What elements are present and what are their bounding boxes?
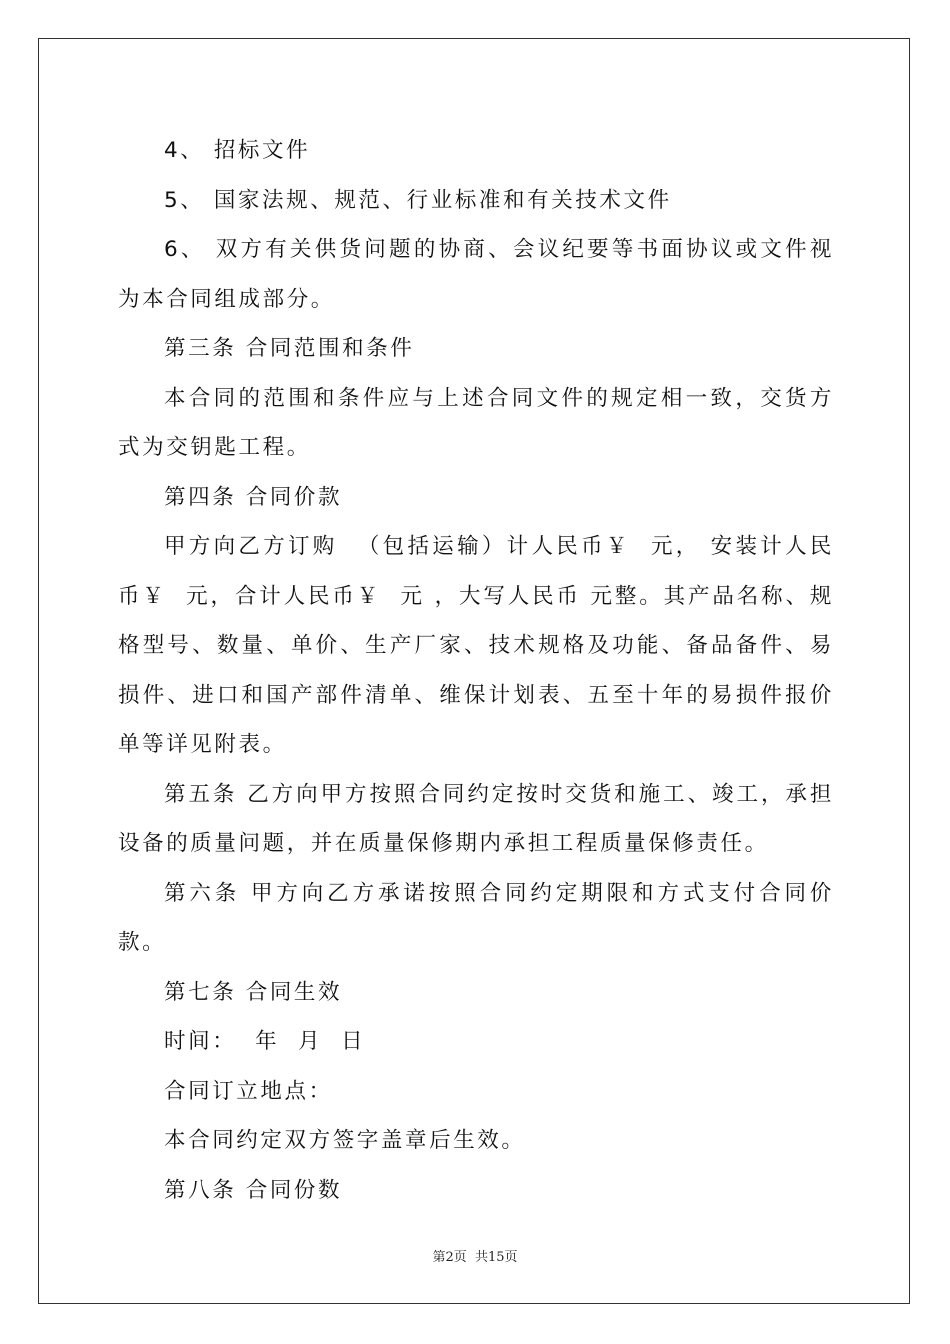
list-item-bidding-documents: 4、 招标文件: [164, 138, 311, 163]
article-7-heading: 第七条 合同生效: [164, 979, 343, 1005]
document-body: [118, 126, 834, 1215]
article-5-body: 第五条 乙方向甲方按照合同约定按时交货和施工、竣工，承担设备的质量问题，并在质量保修期内承担工程质量保修责任。: [118, 781, 834, 856]
effective-date-line: 时间： 年 月 日: [164, 1029, 366, 1054]
effectiveness-clause: 本合同约定双方签字盖章后生效。: [164, 1128, 526, 1153]
article-3-heading: 第三条 合同范围和条件: [164, 336, 415, 361]
article-8-heading: 第八条 合同份数: [164, 1177, 343, 1203]
article-3-body: 本合同的范围和条件应与上述合同文件的规定相一致，交货方式为交钥匙工程。: [118, 385, 834, 460]
article-4-heading: 第四条 合同价款: [164, 484, 343, 510]
page-number-footer: 第2页 共15页: [432, 1250, 518, 1265]
list-item-regulations: 5、 国家法规、规范、行业标准和有关技术文件: [164, 187, 672, 213]
article-6-body: 第六条 甲方向乙方承诺按照合同约定期限和方式支付合同价款。: [118, 880, 834, 955]
list-item-agreements: 6、 双方有关供货问题的协商、会议纪要等书面协议或文件视为本合同组成部分。: [118, 237, 834, 312]
article-4-body: 甲方向乙方订购 （包括运输）计人民币￥ 元， 安装计人民币￥ 元，合计人民币￥ 元 ，大写人民币 元整。其产品名称、规格型号、数量、单价、生产厂家、技术规格及功能、备品备件、易损件、进口和国产部件清单、维保计划表、五至十年的易损件报价单等详见附表。: [118, 534, 834, 757]
signing-place-line: 合同订立地点：: [164, 1078, 333, 1104]
